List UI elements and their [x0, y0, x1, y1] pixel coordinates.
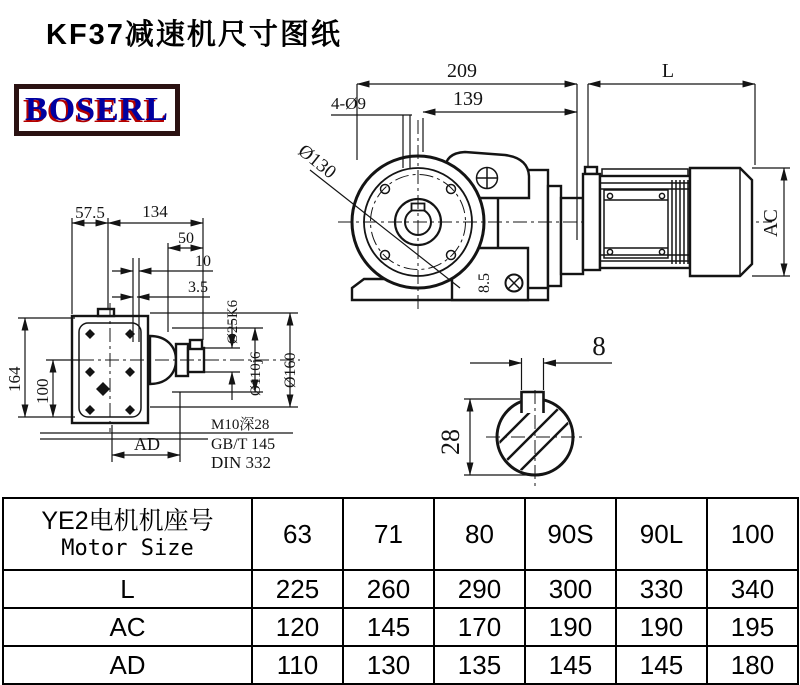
cell-AC-63: 120 — [252, 608, 343, 646]
cell-AC-90s: 190 — [525, 608, 616, 646]
dim-shaft-diameter: Ø25K6 — [225, 299, 241, 344]
cell-AD-90l: 145 — [616, 646, 707, 684]
dim-L: L — [661, 60, 675, 82]
boserl-logo-text: BOSERL — [25, 91, 169, 128]
dim-100: 100 — [33, 378, 52, 404]
cell-AD-80: 135 — [434, 646, 525, 684]
motor-size-table — [2, 497, 799, 685]
cell-L-100: 340 — [707, 570, 798, 608]
note-gbt-standard: GB/T 145 — [211, 436, 276, 453]
table-col-71: 71 — [343, 498, 434, 570]
dim-AD: AD — [134, 434, 160, 454]
dim-164: 164 — [5, 366, 24, 392]
dim-134: 134 — [142, 202, 168, 221]
cell-AD-71: 130 — [343, 646, 434, 684]
dim-AC: AC — [760, 209, 782, 237]
table-col-63: 63 — [252, 498, 343, 570]
row-label-AC: AC — [3, 608, 252, 646]
table-col-90l: 90L — [616, 498, 707, 570]
dim-209: 209 — [447, 60, 477, 82]
cell-AD-90s: 145 — [525, 646, 616, 684]
dim-flange-od: Ø160 — [282, 352, 299, 388]
note-tap-hole: M10深28 — [211, 417, 270, 433]
row-label-L: L — [3, 570, 252, 608]
dim-key-height: 28 — [436, 429, 465, 455]
table-header-motor-size — [3, 498, 252, 570]
row-label-AD: AD — [3, 646, 252, 684]
dim-3-5: 3.5 — [188, 279, 208, 296]
note-din-standard: DIN 332 — [211, 453, 271, 472]
dim-hollow-diameter: Ø110j6 — [248, 351, 264, 396]
side-view — [5, 202, 300, 472]
motor-size-label-en: Motor Size — [61, 535, 194, 561]
dim-10: 10 — [195, 253, 211, 270]
table-row-AD — [3, 646, 798, 684]
cell-L-63: 225 — [252, 570, 343, 608]
cell-AC-80: 170 — [434, 608, 525, 646]
cell-AD-100: 180 — [707, 646, 798, 684]
cell-AC-71: 145 — [343, 608, 434, 646]
page-title: KF37减速机尺寸图纸 — [46, 19, 342, 51]
key-section-view — [436, 331, 612, 487]
cell-AD-63: 110 — [252, 646, 343, 684]
cell-L-90l: 330 — [616, 570, 707, 608]
table-col-90s: 90S — [525, 498, 616, 570]
cell-L-90s: 300 — [525, 570, 616, 608]
dim-flange-diameter: Ø130 — [293, 140, 341, 184]
cell-AC-100: 195 — [707, 608, 798, 646]
table-col-100: 100 — [707, 498, 798, 570]
motor-size-label-cn: YE2电机机座号 — [41, 506, 214, 535]
table-row-L — [3, 570, 798, 608]
cell-L-80: 290 — [434, 570, 525, 608]
dim-8-5: 8.5 — [476, 273, 493, 293]
dim-50: 50 — [178, 230, 194, 247]
table-row-AC — [3, 608, 798, 646]
cell-AC-90l: 190 — [616, 608, 707, 646]
dim-key-width: 8 — [592, 331, 606, 361]
table-col-80: 80 — [434, 498, 525, 570]
dim-57-5: 57.5 — [75, 203, 105, 222]
dim-139: 139 — [453, 88, 483, 110]
dim-bolt-holes: 4-Ø9 — [331, 94, 366, 113]
cell-L-71: 260 — [343, 570, 434, 608]
